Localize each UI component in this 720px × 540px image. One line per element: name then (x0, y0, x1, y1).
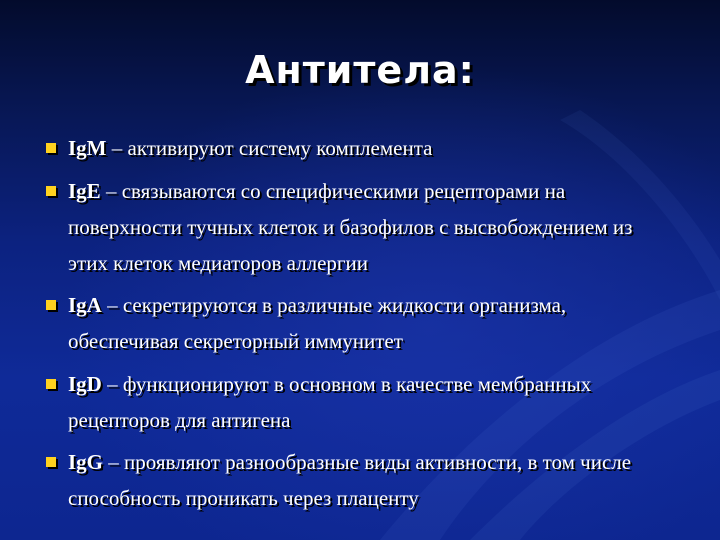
bullet-item-igg (46, 444, 676, 516)
slide-title: Антитела: (245, 48, 475, 92)
square-bullet-icon (46, 457, 56, 467)
bullet-text: – секретируются в различные жидкости организма, обеспечивая секреторный иммунитет (68, 293, 567, 353)
bullet-term: IgA (68, 293, 102, 317)
bullet-text: – активируют систему комплемента (106, 136, 433, 160)
square-bullet-icon (46, 143, 56, 153)
bullet-term: IgD (68, 371, 102, 396)
square-bullet-icon (46, 300, 56, 310)
bullet-list (46, 130, 676, 523)
bullet-term: IgG (68, 450, 104, 474)
bullet-item-iga (46, 287, 676, 359)
bullet-text: – функционируют в основном в качестве мембранных рецепторов для антигена (68, 371, 592, 432)
bullet-text: – связываются со специфическими рецепторами на поверхности тучных клеток и базофилов с высвобождением из этих клеток медиаторов аллергии (68, 178, 633, 275)
bullet-term: IgM (68, 136, 107, 160)
bullet-item-igm (46, 130, 676, 166)
bullet-item-ige (46, 173, 676, 281)
bullet-text: – проявляют разнообразные виды активности, в том числе способность проникать через плаценту (68, 450, 632, 510)
bullet-item-igd (46, 366, 676, 438)
bullet-term: IgE (68, 178, 101, 203)
square-bullet-icon (46, 186, 56, 196)
square-bullet-icon (46, 379, 56, 389)
